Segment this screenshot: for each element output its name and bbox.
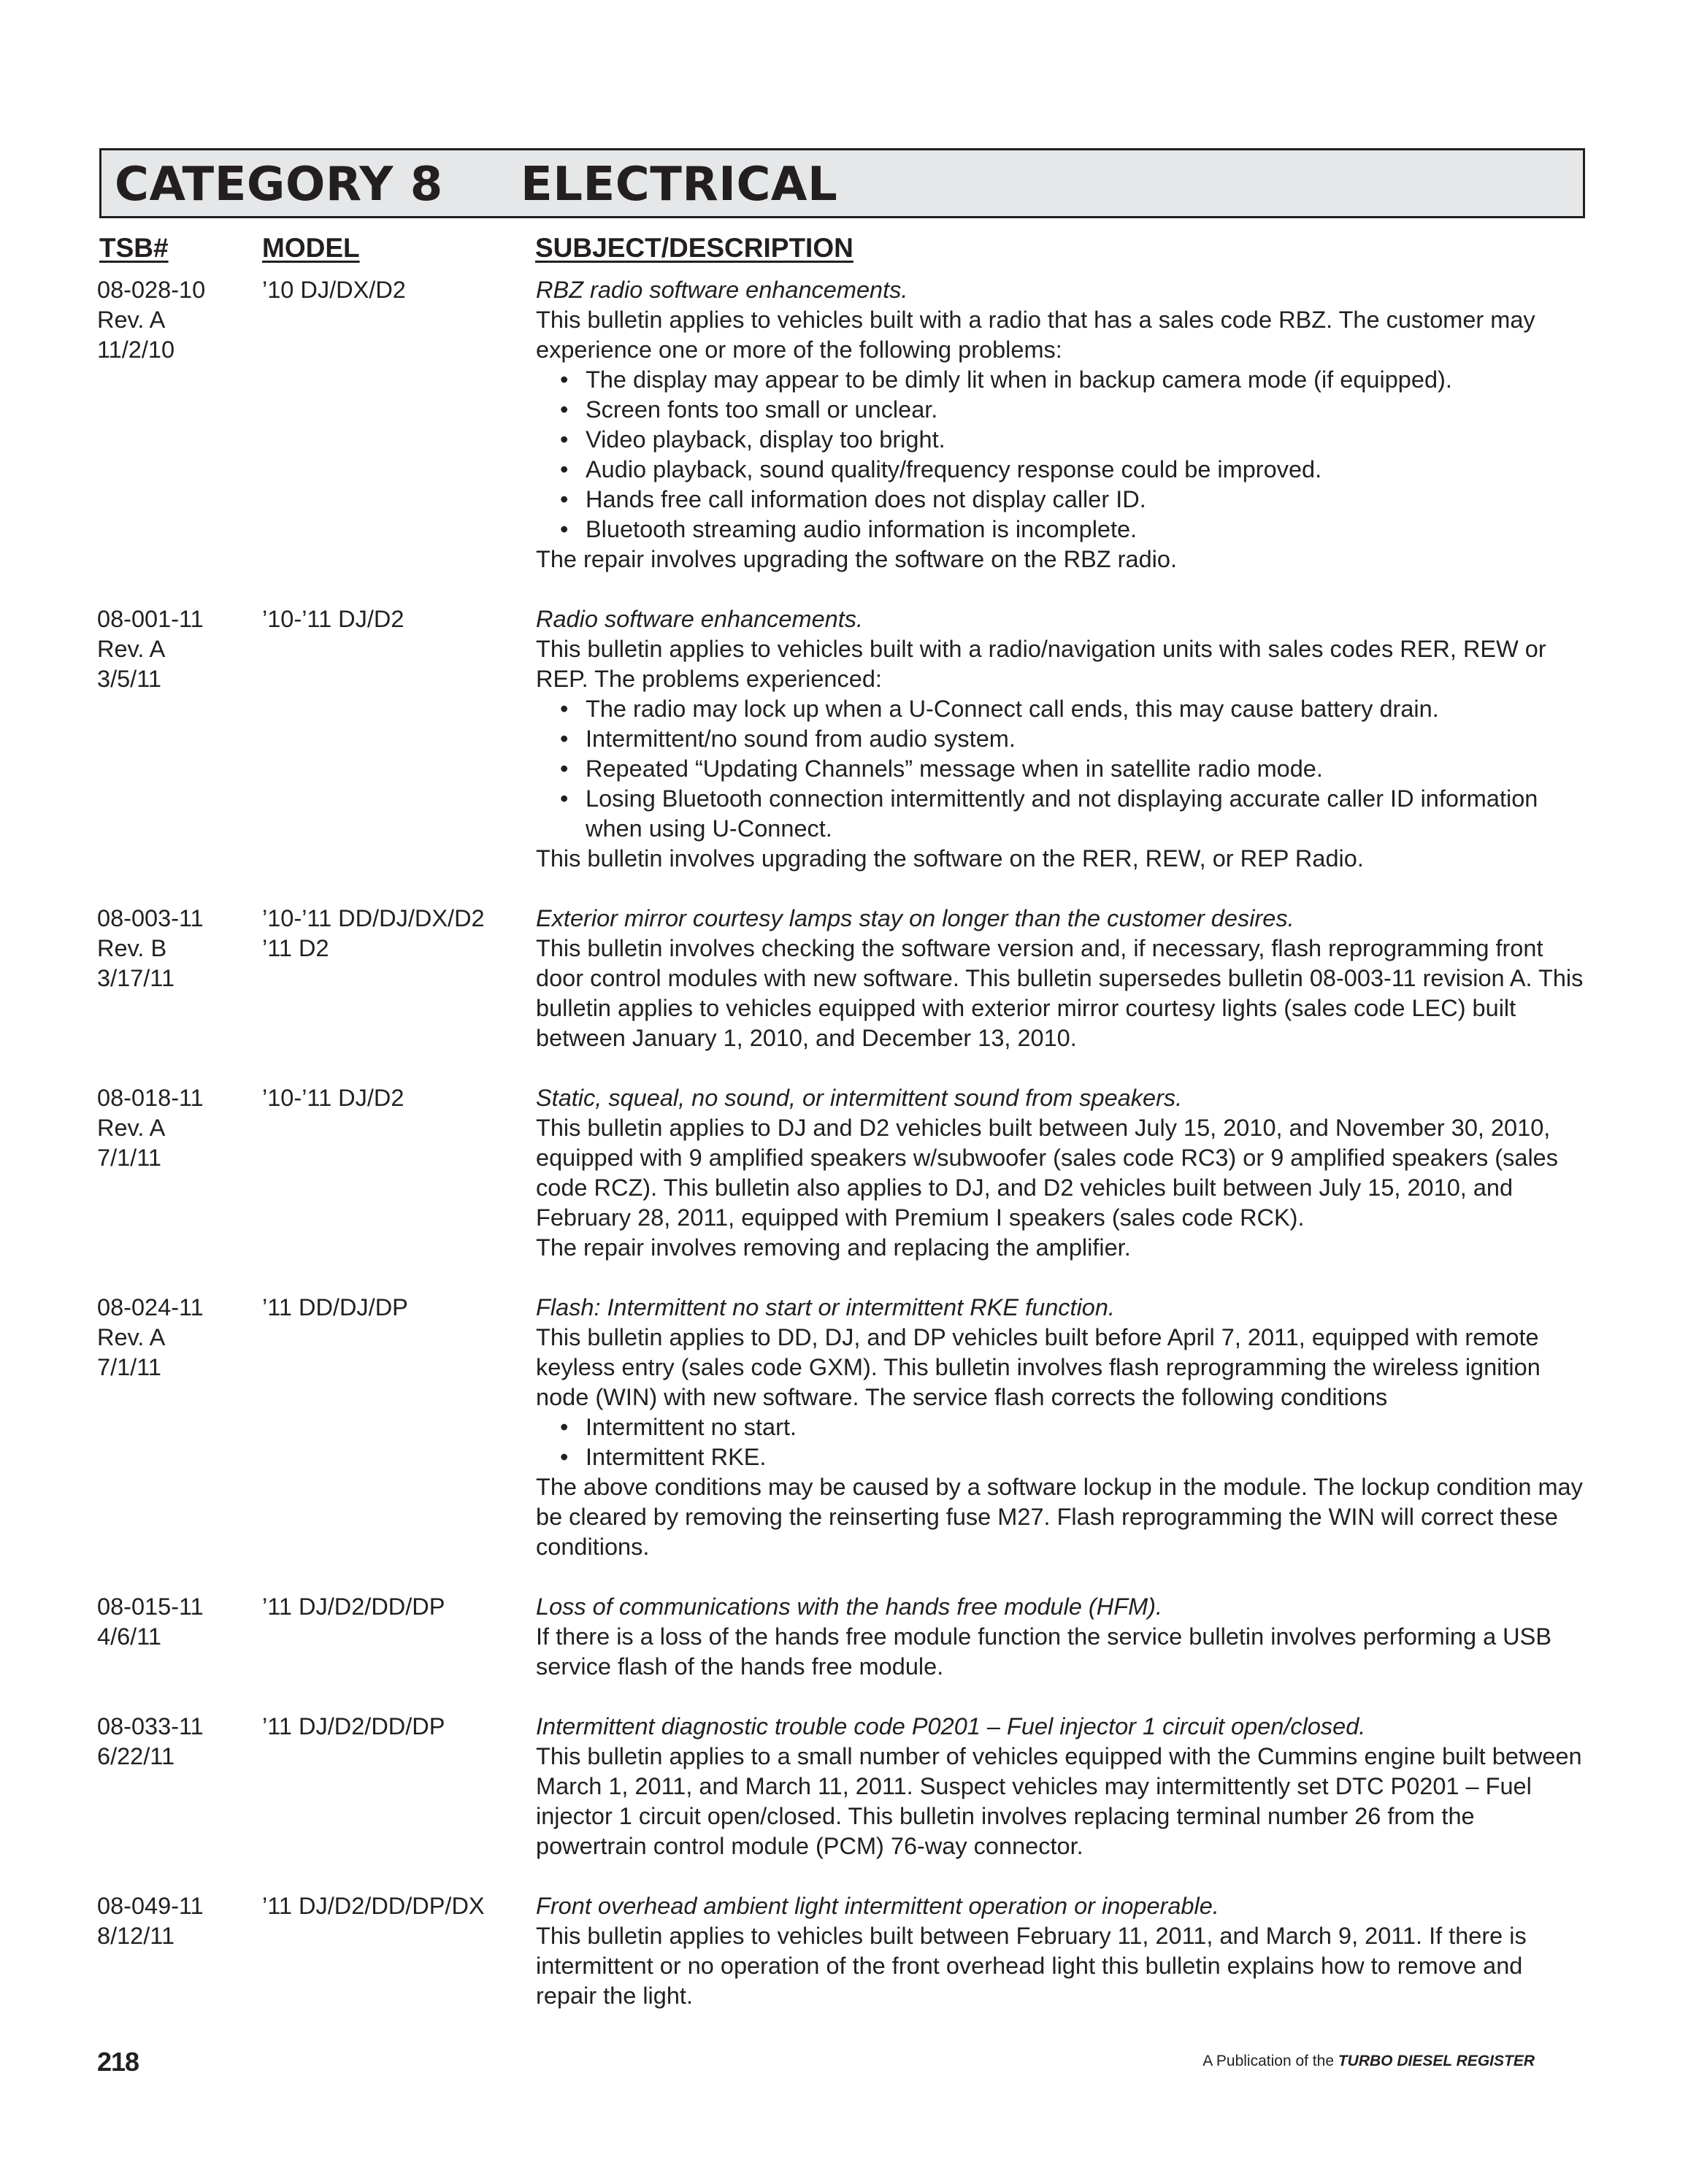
bullet-dot-icon: • (560, 426, 569, 453)
bullet-text: Bluetooth streaming audio information is incomplete. (586, 516, 1138, 542)
description-text: This bulletin involves upgrading the software on the RER, REW, or REP Radio. (536, 845, 1364, 872)
tsb-cell (97, 1592, 258, 1652)
column-header-subject: SUBJECT/DESCRIPTION (535, 233, 853, 263)
tsb-cell (97, 275, 258, 365)
bullet-item (536, 515, 1587, 545)
tsb-line: 08-018-11 (97, 1085, 204, 1111)
bullet-item (536, 455, 1587, 485)
publication-name: TURBO DIESEL REGISTER (1338, 2053, 1535, 2069)
description-cell (536, 1712, 1587, 1861)
description-text: The repair involves removing and replacing the amplifier. (536, 1234, 1131, 1261)
model-line: ’11 DJ/D2/DD/DP (262, 1593, 445, 1620)
tsb-line: Rev. A (97, 1324, 166, 1350)
bullet-text: Video playback, display too bright. (586, 426, 945, 453)
description-text: This bulletin applies to vehicles built with a radio/navigation units with sales codes RER, REW or REP. The problems experienced: (536, 636, 1546, 692)
subject-line: Loss of communications with the hands free module (HFM). (536, 1593, 1162, 1620)
bulletin-entry (97, 604, 1587, 874)
bullet-item (536, 784, 1587, 844)
bullet-item (536, 1412, 1587, 1442)
model-line: ’10 DJ/DX/D2 (262, 277, 406, 303)
subject-line: RBZ radio software enhancements. (536, 277, 908, 303)
model-line: ’10-’11 DJ/D2 (262, 1085, 404, 1111)
description-text: The above conditions may be caused by a software lockup in the module. The lockup condition may be cleared by removing the reinserting fuse M27. Flash reprogramming the WIN will correct these conditions. (536, 1474, 1583, 1560)
bullet-dot-icon: • (560, 785, 569, 812)
tsb-cell (97, 1083, 258, 1173)
description-text: The repair involves upgrading the software on the RBZ radio. (536, 546, 1177, 572)
category-number: CATEGORY 8 (115, 158, 443, 212)
column-header-model: MODEL (262, 233, 360, 263)
tsb-line: 7/1/11 (97, 1354, 161, 1380)
model-cell (262, 275, 532, 305)
bullet-text: Intermittent/no sound from audio system. (586, 726, 1016, 752)
bullet-item (536, 395, 1587, 425)
tsb-line: 08-024-11 (97, 1294, 204, 1320)
column-header-tsb: TSB# (99, 233, 169, 263)
subject-line: Intermittent diagnostic trouble code P0201 – Fuel injector 1 circuit open/closed. (536, 1713, 1366, 1739)
description-cell (536, 275, 1587, 574)
publication-footer (1202, 2051, 1535, 2072)
bullet-text: Losing Bluetooth connection intermittently and not displaying accurate caller ID information when using U-Connect. (586, 785, 1538, 842)
bullet-text: Hands free call information does not display caller ID. (586, 486, 1146, 512)
model-cell (262, 1891, 532, 1921)
bullet-text: The radio may lock up when a U-Connect call ends, this may cause battery drain. (586, 696, 1439, 722)
tsb-line: Rev. A (97, 636, 166, 662)
tsb-cell (97, 1712, 258, 1772)
bullet-item (536, 425, 1587, 455)
model-cell (262, 904, 532, 964)
description-cell (536, 1592, 1587, 1682)
model-cell (262, 1293, 532, 1323)
tsb-line: Rev. A (97, 307, 166, 333)
category-header (99, 148, 1585, 218)
bullet-text: Repeated “Updating Channels” message when in satellite radio mode. (586, 755, 1323, 782)
bulletin-entry (97, 1891, 1587, 2011)
tsb-line: 4/6/11 (97, 1623, 161, 1650)
tsb-line: 08-033-11 (97, 1713, 204, 1739)
bullet-dot-icon: • (560, 396, 569, 423)
tsb-line: 08-003-11 (97, 905, 204, 931)
description-cell (536, 904, 1587, 1053)
description-text: This bulletin involves checking the software version and, if necessary, flash reprogramming front door control modules with new software. This bulletin supersedes bulletin 08-003-11 revision A. This bulletin applies to vehicles equipped with exterior mirror courtesy lights (sales code LEC) built between January 1, 2010, and December 13, 2010. (536, 935, 1584, 1051)
tsb-cell (97, 1891, 258, 1951)
bullet-dot-icon: • (560, 696, 569, 722)
description-cell (536, 604, 1587, 874)
tsb-line: 6/22/11 (97, 1743, 175, 1769)
bulletin-entry (97, 1293, 1587, 1562)
tsb-cell (97, 604, 258, 694)
bullet-item (536, 365, 1587, 395)
description-cell (536, 1293, 1587, 1562)
tsb-cell (97, 904, 258, 993)
subject-line: Exterior mirror courtesy lamps stay on longer than the customer desires. (536, 905, 1294, 931)
model-line: ’11 DD/DJ/DP (262, 1294, 408, 1320)
description-cell (536, 1891, 1587, 2011)
tsb-line: 8/12/11 (97, 1923, 175, 1949)
model-cell (262, 604, 532, 634)
tsb-line: 7/1/11 (97, 1145, 161, 1171)
model-line: ’11 D2 (262, 935, 329, 961)
bullet-text: Intermittent RKE. (586, 1444, 767, 1470)
bullet-dot-icon: • (560, 456, 569, 482)
bullet-text: Audio playback, sound quality/frequency response could be improved. (586, 456, 1322, 482)
subject-line: Flash: Intermittent no start or intermittent RKE function. (536, 1294, 1115, 1320)
page-number: 218 (97, 2047, 139, 2077)
description-text: This bulletin applies to vehicles built between February 11, 2011, and March 9, 2011. If there is intermittent or no operation of the front overhead light this bulletin explains how to remove and repair the light. (536, 1923, 1527, 2009)
subject-line: Static, squeal, no sound, or intermittent sound from speakers. (536, 1085, 1183, 1111)
tsb-line: 08-028-10 (97, 277, 206, 303)
tsb-line: Rev. A (97, 1115, 166, 1141)
subject-line: Radio software enhancements. (536, 606, 864, 632)
model-line: ’10-’11 DD/DJ/DX/D2 (262, 905, 485, 931)
bulletin-list (97, 275, 1587, 2041)
bullet-dot-icon: • (560, 726, 569, 752)
description-text: If there is a loss of the hands free module function the service bulletin involves performing a USB service flash of the hands free module. (536, 1623, 1552, 1680)
category-name: ELECTRICAL (521, 158, 838, 212)
bulletin-entry (97, 275, 1587, 574)
tsb-line: Rev. B (97, 935, 167, 961)
description-text: This bulletin applies to vehicles built with a radio that has a sales code RBZ. The customer may experience one or more of the following problems: (536, 307, 1535, 363)
bullet-item (536, 754, 1587, 784)
bullet-item (536, 1442, 1587, 1472)
bullet-text: The display may appear to be dimly lit when in backup camera mode (if equipped). (586, 366, 1452, 393)
bullet-text: Intermittent no start. (586, 1414, 797, 1440)
model-cell (262, 1712, 532, 1742)
description-text: This bulletin applies to DD, DJ, and DP vehicles built before April 7, 2011, equipped with remote keyless entry (sales code GXM). This bulletin involves flash reprogramming the wireless ignition node (WIN) with new software. The service flash corrects the following conditions (536, 1324, 1541, 1410)
bulletin-entry (97, 1712, 1587, 1861)
tsb-cell (97, 1293, 258, 1383)
bullet-item (536, 694, 1587, 724)
bullet-dot-icon: • (560, 486, 569, 512)
description-text: This bulletin applies to DJ and D2 vehicles built between July 15, 2010, and November 30, 2010, equipped with 9 amplified speakers w/subwoofer (sales code RC3) or 9 amplified speakers (sales code RCZ). This bulletin also applies to DJ, and D2 vehicles built between July 15, 2010, and February 28, 2011, equipped with Premium I speakers (sales code RCK). (536, 1115, 1558, 1231)
subject-line: Front overhead ambient light intermittent operation or inoperable. (536, 1893, 1219, 1919)
bullet-item (536, 724, 1587, 754)
tsb-line: 11/2/10 (97, 337, 175, 363)
bulletin-entry (97, 1592, 1587, 1682)
model-cell (262, 1592, 532, 1622)
model-line: ’10-’11 DJ/D2 (262, 606, 404, 632)
bulletin-entry (97, 904, 1587, 1053)
publication-prefix: A Publication of the (1202, 2053, 1334, 2069)
bulletin-entry (97, 1083, 1587, 1263)
description-text: This bulletin applies to a small number of vehicles equipped with the Cummins engine built between March 1, 2011, and March 11, 2011. Suspect vehicles may intermittently set DTC P0201 – Fuel injector 1 circuit open/closed. This bulletin involves replacing terminal number 26 from the powertrain control module (PCM) 76-way connector. (536, 1743, 1582, 1859)
tsb-line: 08-015-11 (97, 1593, 204, 1620)
tsb-line: 08-049-11 (97, 1893, 204, 1919)
model-line: ’11 DJ/D2/DD/DP (262, 1713, 445, 1739)
bullet-dot-icon: • (560, 366, 569, 393)
description-cell (536, 1083, 1587, 1263)
tsb-line: 3/5/11 (97, 666, 161, 692)
bullet-dot-icon: • (560, 755, 569, 782)
bullet-item (536, 485, 1587, 515)
tsb-line: 08-001-11 (97, 606, 204, 632)
bullet-text: Screen fonts too small or unclear. (586, 396, 938, 423)
bullet-dot-icon: • (560, 1444, 569, 1470)
bullet-dot-icon: • (560, 516, 569, 542)
tsb-line: 3/17/11 (97, 965, 175, 991)
bullet-dot-icon: • (560, 1414, 569, 1440)
model-cell (262, 1083, 532, 1113)
model-line: ’11 DJ/D2/DD/DP/DX (262, 1893, 485, 1919)
